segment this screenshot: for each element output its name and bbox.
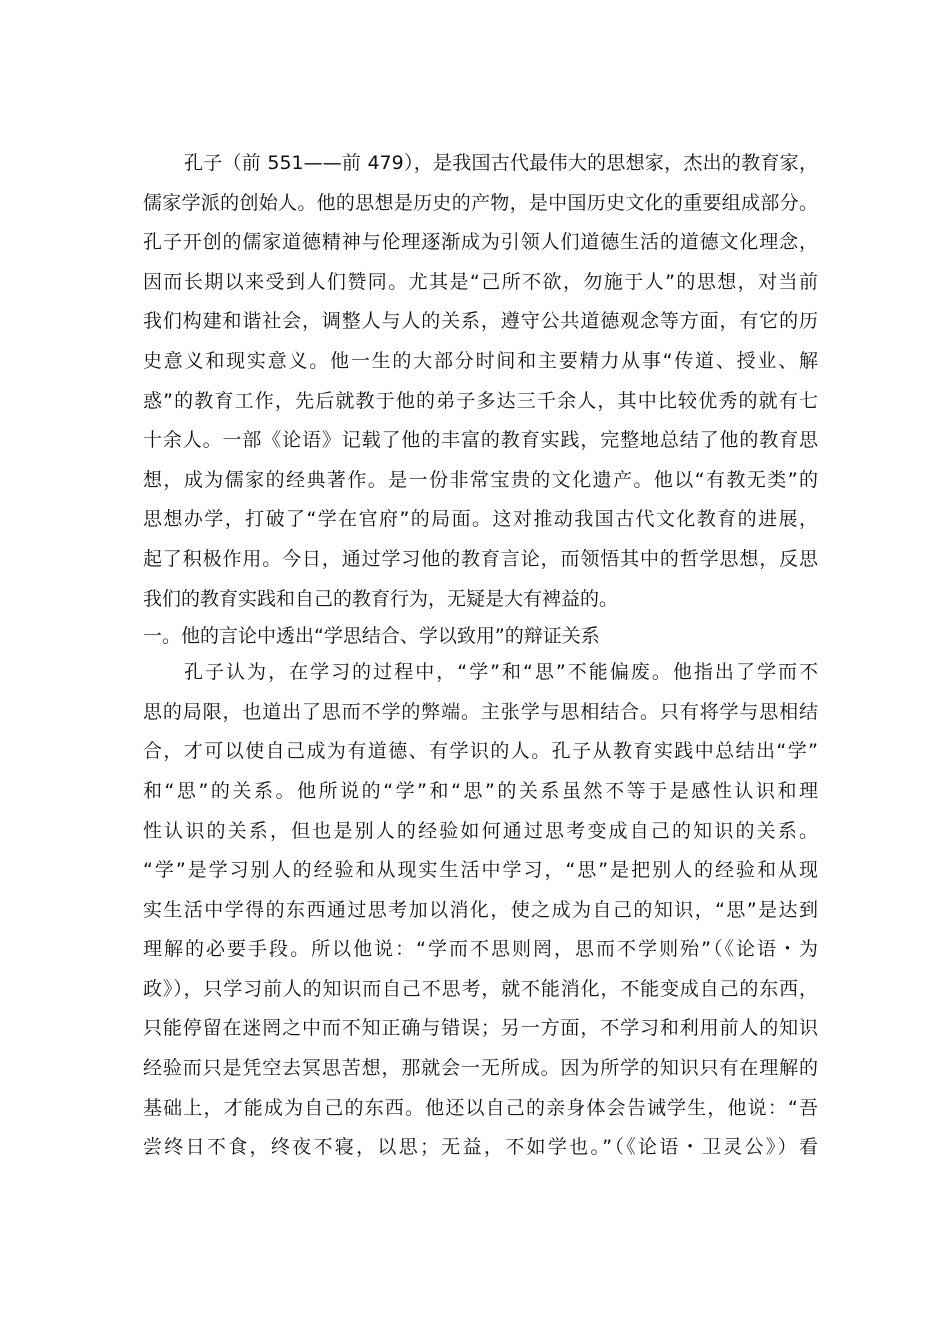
paragraph-line: 实生活中学得的东西通过思考加以消化，使之成为自己的知识，“思”是达到 [143,898,818,921]
paragraph-line: 惑”的教育工作，先后就教于他的弟子多达三千余人，其中比较优秀的就有七 [143,389,818,412]
paragraph-line: 孔子（前 551——前 479），是我国古代最伟大的思想家，杰出的教育家， [184,152,818,174]
paragraph-line: 思想办学，打破了“学在官府”的局面。这对推动我国古代文化教育的进展， [143,508,818,531]
paragraph-line: 只能停留在迷罔之中而不知正确与错误；另一方面，不学习和利用前人的知识 [143,1017,818,1040]
paragraph-line: 理解的必要手段。所以他说：“学而不思则罔，思而不学则殆”（《论语・为 [143,938,818,961]
document-body [143,144,818,1168]
paragraph-learning-thinking [143,653,818,1168]
paragraph-line: 基础上，才能成为自己的东西。他还以自己的亲身体会告诫学生，他说：“吾 [143,1096,818,1119]
paragraph-line: 思的局限，也道出了思而不学的弊端。主张学与思相结合。只有将学与思相结 [143,700,818,723]
paragraph-line: 想，成为儒家的经典著作。是一份非常宝贵的文化遗产。他以“有教无类”的 [143,468,818,491]
paragraph-line: 我们的教育实践和自己的教育行为，无疑是大有裨益的。 [143,587,619,610]
paragraph-line: 性认识的关系，但也是别人的经验如何通过思考变成自己的知识的关系。 [143,819,818,842]
paragraph-line: 尝终日不食，终夜不寝，以思；无益，不如学也。”（《论语・卫灵公》）看 [143,1136,818,1159]
paragraph-line: “学”是学习别人的经验和从现实生活中学习，“思”是把别人的经验和从现 [143,859,818,882]
paragraph-line: 孔子认为，在学习的过程中，“学”和“思”不能偏废。他指出了学而不 [184,661,818,684]
paragraph-line: 孔子开创的儒家道德精神与伦理逐渐成为引领人们道德生活的道德文化理念， [143,231,818,254]
paragraph-line: 合，才可以使自己成为有道德、有学识的人。孔子从教育实践中总结出“学” [143,740,818,763]
paragraph-intro [143,144,818,619]
paragraph-line: 我们构建和谐社会，调整人与人的关系，遵守公共道德观念等方面，有它的历 [143,310,818,333]
paragraph-line: 起了积极作用。今日，通过学习他的教育言论，而领悟其中的哲学思想，反思 [143,547,818,570]
paragraph-line: 和“思”的关系。他所说的“学”和“思”的关系虽然不等于是感性认识和理 [143,779,818,802]
paragraph-line: 儒家学派的创始人。他的思想是历史的产物，是中国历史文化的重要组成部分。 [143,191,818,214]
paragraph-line: 因而长期以来受到人们赞同。尤其是“己所不欲，勿施于人”的思想，对当前 [143,270,818,293]
section-heading: 一。他的言论中透出“学思结合、学以致用”的辩证关系 [143,625,600,648]
paragraph-line: 十余人。一部《论语》记载了他的丰富的教育实践，完整地总结了他的教育思 [143,429,818,452]
paragraph-line: 经验而只是凭空去冥思苦想，那就会一无所成。因为所学的知识只有在理解的 [143,1057,818,1080]
paragraph-line: 史意义和现实意义。他一生的大部分时间和主要精力从事“传道、授业、解 [143,349,818,372]
paragraph-line: 政》），只学习前人的知识而自己不思考，就不能消化，不能变成自己的东西， [143,977,818,1000]
